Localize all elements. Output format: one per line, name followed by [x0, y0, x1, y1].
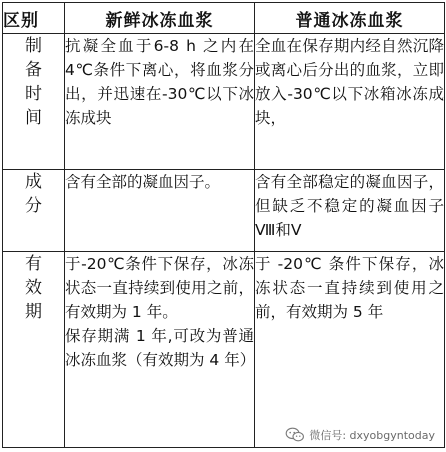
table-row — [3, 170, 445, 252]
wechat-watermark — [282, 426, 438, 444]
row-key-composition: 成 分 — [3, 170, 65, 252]
comparison-table — [2, 2, 445, 448]
header-normal-frozen-plasma: 普通冰冻血浆 — [255, 3, 445, 34]
cell-fresh-validity: 于-20℃条件下保存，冰冻状态一直持续到使用之前，有效期为 1 年。 保存期满 1 年,可改为普通冰冻血浆（有效期为 4 年） — [65, 252, 255, 448]
header-fresh-frozen-plasma: 新鲜冰冻血浆 — [65, 3, 255, 34]
cell-normal-preparation: 全血在保存期内经自然沉降或离心后分出的血浆，立即放入-30℃以下冰箱冰冻成块， — [255, 34, 445, 170]
cell-fresh-preparation: 抗凝全血于6-8 h 之内在 4℃条件下离心，将血浆分出，并迅速在-30℃以下冰冻成块 — [65, 34, 255, 170]
wechat-icon — [285, 427, 305, 443]
row-key-preparation: 制 备 时 间 — [3, 34, 65, 170]
watermark-text: 微信号: dxyobgyntoday — [309, 429, 435, 442]
cell-normal-validity: 于 -20℃ 条件下保存，冰冻状态一直持续到使用之前，有效期为 5 年 — [255, 252, 445, 448]
table-row — [3, 252, 445, 448]
header-row — [3, 3, 445, 34]
row-key-validity: 有 效 期 — [3, 252, 65, 448]
header-difference: 区别 — [3, 3, 65, 34]
cell-fresh-composition: 含有全部的凝血因子。 — [65, 170, 255, 252]
table-row — [3, 34, 445, 170]
cell-normal-composition: 含有全部稳定的凝血因子，但缺乏不稳定的凝血因子Ⅷ和Ⅴ — [255, 170, 445, 252]
